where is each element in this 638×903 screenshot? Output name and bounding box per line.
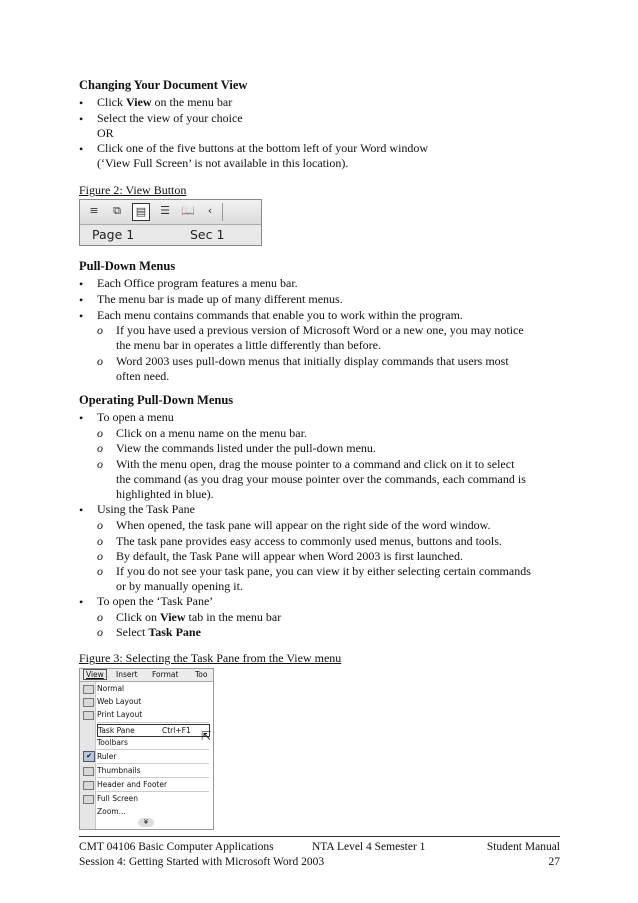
sub-bullet: o [97,426,103,440]
bullet-text: Each menu contains commands that enable you to work within the program. [97,308,463,322]
sub-bullet: o [97,323,103,337]
menu-bar [80,669,213,682]
bullet: • [79,96,84,110]
sub-bullet-text-cont: highlighted in blue). [116,487,214,501]
normal-view-icon: ≡ [89,204,99,217]
sub-bullet-text: View the commands listed under the pull-down menu. [116,441,376,455]
bullet-text: The menu bar is made up of many different menus. [97,292,343,306]
sub-bullet-text: Click on a menu name on the menu bar. [116,426,307,440]
status-sec: Sec 1 [190,227,225,242]
figure-2-caption: Figure 2: View Button [79,183,187,197]
menu-separator [97,722,209,723]
menu-item-normal: Normal [97,684,125,693]
sub-bullet-text: Select Task Pane [116,625,201,639]
menu-item-toolbars: Toolbars [97,738,128,747]
menu-insert: Insert [116,670,138,679]
sub-bullet-text: By default, the Task Pane will appear when Word 2003 is first launched. [116,549,464,563]
menu-item-zoom: Zoom... [97,807,126,816]
sub-bullet-text-cont: the menu bar in operates a little differently than before. [116,338,382,352]
menu-item-full-screen: Full Screen [97,794,138,803]
print-layout-icon: ▤ [132,203,150,221]
bullet-text: To open the ‘Task Pane’ [97,594,214,608]
sub-bullet-text: Click on View tab in the menu bar [116,610,282,624]
sub-bullet: o [97,549,103,563]
bullet: • [79,142,84,156]
status-page: Page 1 [92,227,135,242]
bullet: • [79,112,84,126]
menu-tools: Too [195,670,208,679]
menu-view: View [83,669,107,680]
bullet: • [79,277,84,291]
footer-rule [79,836,560,837]
view-button-bar [80,200,261,225]
bullet-text: Using the Task Pane [97,502,195,516]
menu-format: Format [152,670,179,679]
bullet: • [79,595,84,609]
sub-bullet-text: If you do not see your task pane, you can view it by either selecting certain commands [116,564,531,578]
section-heading-operating-menus: Operating Pull-Down Menus [79,393,234,407]
chevron-left-icon: ‹ [207,204,213,217]
divider [222,203,223,221]
sub-bullet-text-cont: or by manually opening it. [116,579,243,593]
bullet: • [79,309,84,323]
menu-item-header-footer: Header and Footer [97,780,168,789]
status-bar [80,225,261,245]
mouse-pointer-icon: ⇱ [201,729,212,743]
reading-layout-icon: 📖 [181,204,195,217]
sub-bullet: o [97,564,103,578]
figure-3-caption: Figure 3: Selecting the Task Pane from the View menu [79,651,342,665]
sub-bullet-text-cont: often need. [116,369,170,383]
web-layout-icon [83,698,94,707]
section-heading-document-view: Changing Your Document View [79,78,248,92]
sub-bullet: o [97,457,103,471]
view-menu-figure [79,668,214,830]
footer-manual: Student Manual [486,841,560,853]
expand-menu-icon: ¥ [138,818,154,827]
sub-bullet: o [97,354,103,368]
bullet-text: To open a menu [97,410,174,424]
footer-session: Session 4: Getting Started with Microsoft Word 2003 [79,856,325,868]
menu-separator [97,777,209,778]
or-text: OR [97,126,114,140]
sub-bullet-text-cont: the command (as you drag your mouse pointer over the commands, each command is [116,472,526,486]
bullet: • [79,503,84,517]
menu-item-ruler: Ruler [97,752,117,761]
menu-separator [97,749,209,750]
page-number: 27 [548,856,560,868]
menu-item-task-pane: Task Pane Ctrl+F1 [97,724,210,737]
view-buttons-figure [79,199,262,246]
menu-item-thumbnails: Thumbnails [97,766,141,775]
bullet-text: Click one of the five buttons at the bottom left of your Word window [97,141,429,155]
normal-view-icon [83,685,94,694]
footer-course: CMT 04106 Basic Computer Applications [79,841,274,853]
sub-bullet: o [97,441,103,455]
sub-bullet-text: Word 2003 uses pull-down menus that initially display commands that users most [116,354,509,368]
bullet-text: Click View on the menu bar [97,95,233,109]
footer-level: NTA Level 4 Semester 1 [312,841,426,853]
sub-bullet: o [97,534,103,548]
task-pane-shortcut: Ctrl+F1 [162,726,191,735]
sub-bullet-text: When opened, the task pane will appear on the right side of the word window. [116,518,491,532]
bullet-text: Each Office program features a menu bar. [97,276,298,290]
bullet-text: Select the view of your choice [97,111,243,125]
bullet-text-cont: (‘View Full Screen’ is not available in this location). [97,156,349,170]
sub-bullet: o [97,610,103,624]
menu-separator [97,763,209,764]
menu-item-print-layout: Print Layout [97,710,143,719]
sub-bullet-text: With the menu open, drag the mouse pointer to a command and click on it to select [116,457,515,471]
menu-separator [97,791,209,792]
web-layout-icon: ⧉ [113,204,121,217]
sub-bullet-text: If you have used a previous version of Microsoft Word or a new one, you may notice [116,323,524,337]
outline-view-icon: ☰ [160,204,170,217]
sub-bullet: o [97,625,103,639]
check-icon: ✔ [83,751,95,762]
sub-bullet: o [97,518,103,532]
section-heading-pull-down: Pull-Down Menus [79,259,176,273]
header-footer-icon [83,781,94,790]
bullet: • [79,411,84,425]
print-layout-icon [83,711,94,720]
menu-item-web-layout: Web Layout [97,697,142,706]
thumbnails-icon [83,767,94,776]
full-screen-icon [83,795,94,804]
bullet: • [79,293,84,307]
sub-bullet-text: The task pane provides easy access to commonly used menus, buttons and tools. [116,534,502,548]
